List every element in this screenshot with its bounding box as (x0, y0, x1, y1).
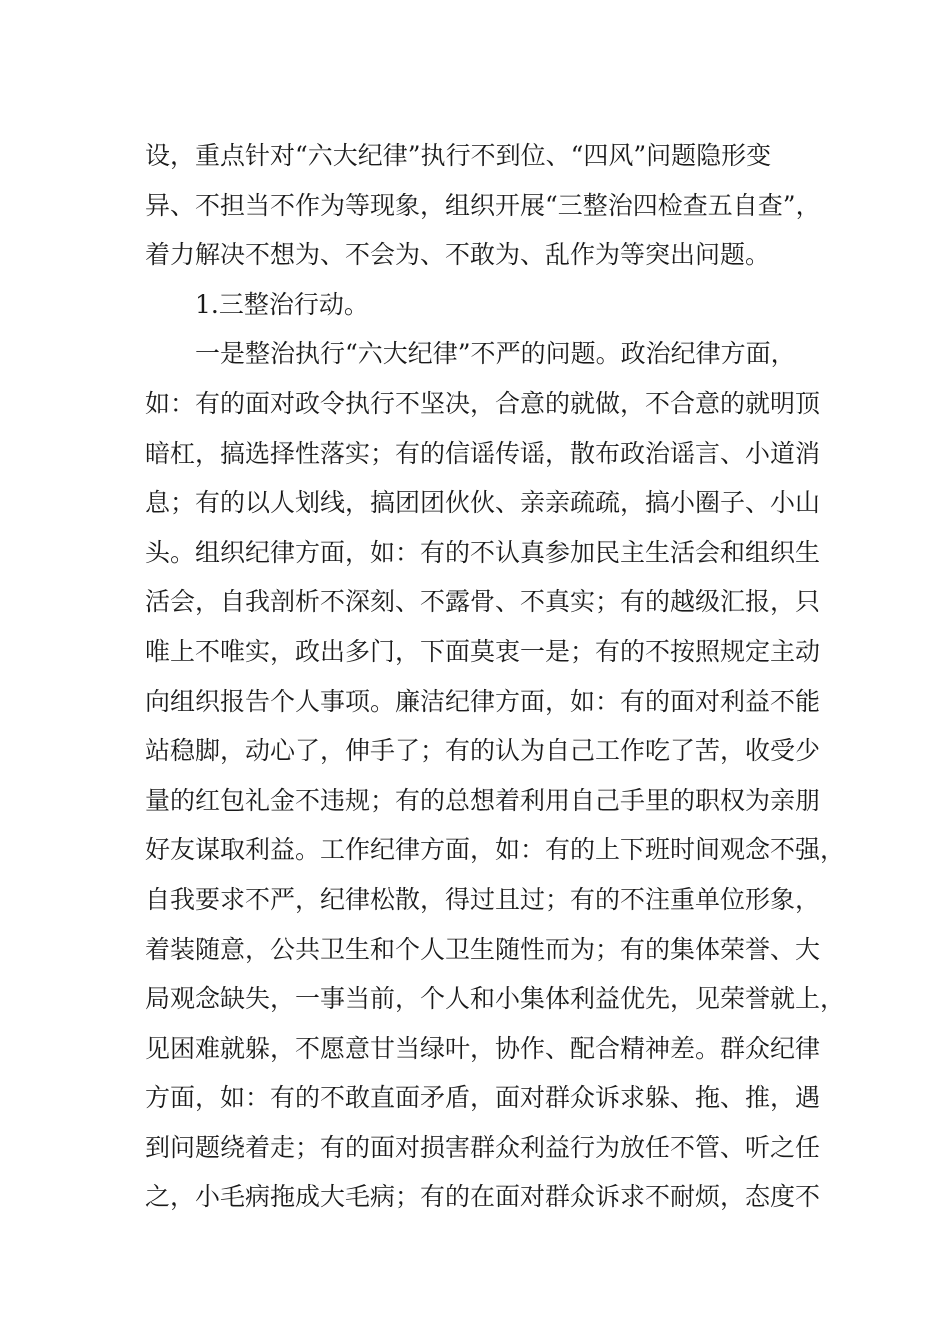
paragraph-first-line: 一是整治执行“六大纪律”不严的问题。政治纪律方面， (195, 339, 796, 369)
text-line: 唯上不唯实，政出多门，下面莫衷一是；有的不按照规定主动 (145, 636, 821, 666)
text-line: 息；有的以人划线，搞团团伙伙、亲亲疏疏，搞小圈子、小山 (145, 488, 821, 518)
text-line: 之，小毛病拖成大毛病；有的在面对群众诉求不耐烦，态度不 (145, 1182, 821, 1212)
text-line: 好友谋取利益。工作纪律方面，如：有的上下班时间观念不强， (145, 835, 846, 865)
text-line: 着装随意，公共卫生和个人卫生随性而为；有的集体荣誉、大 (145, 934, 821, 964)
text-line: 站稳脚，动心了，伸手了；有的认为自己工作吃了苦，收受少 (145, 736, 821, 766)
body-text (145, 131, 846, 1222)
text-line: 头。组织纪律方面，如：有的不认真参加民主生活会和组织生 (145, 537, 821, 567)
text-line: 量的红包礼金不违规；有的总想着利用自己手里的职权为亲朋 (145, 785, 821, 815)
text-line: 方面，如：有的不敢直面矛盾，面对群众诉求躲、拖、推，遇 (145, 1083, 821, 1113)
text-line: 向组织报告个人事项。廉洁纪律方面，如：有的面对利益不能 (145, 686, 821, 716)
text-line: 异、不担当不作为等现象，组织开展“三整治四检查五自查”， (145, 190, 821, 220)
section-heading: 1.三整治行动。 (195, 289, 369, 319)
text-line: 到问题绕着走；有的面对损害群众利益行为放任不管、听之任 (145, 1132, 821, 1162)
text-line: 如：有的面对政令执行不坚决，合意的就做，不合意的就明顶 (145, 388, 821, 418)
text-line: 自我要求不严，纪律松散，得过且过；有的不注重单位形象， (145, 884, 821, 914)
text-line: 见困难就躲，不愿意甘当绿叶，协作、配合精神差。群众纪律 (145, 1033, 821, 1063)
text-line: 局观念缺失，一事当前，个人和小集体利益优先，见荣誉就上， (145, 984, 846, 1014)
text-line: 着力解决不想为、不会为、不敢为、乱作为等突出问题。 (145, 240, 771, 270)
text-line: 暗杠，搞选择性落实；有的信谣传谣，散布政治谣言、小道消 (145, 438, 821, 468)
text-line: 活会，自我剖析不深刻、不露骨、不真实；有的越级汇报，只 (145, 587, 821, 617)
text-line: 设，重点针对“六大纪律”执行不到位、“四风”问题隐形变 (145, 141, 772, 170)
